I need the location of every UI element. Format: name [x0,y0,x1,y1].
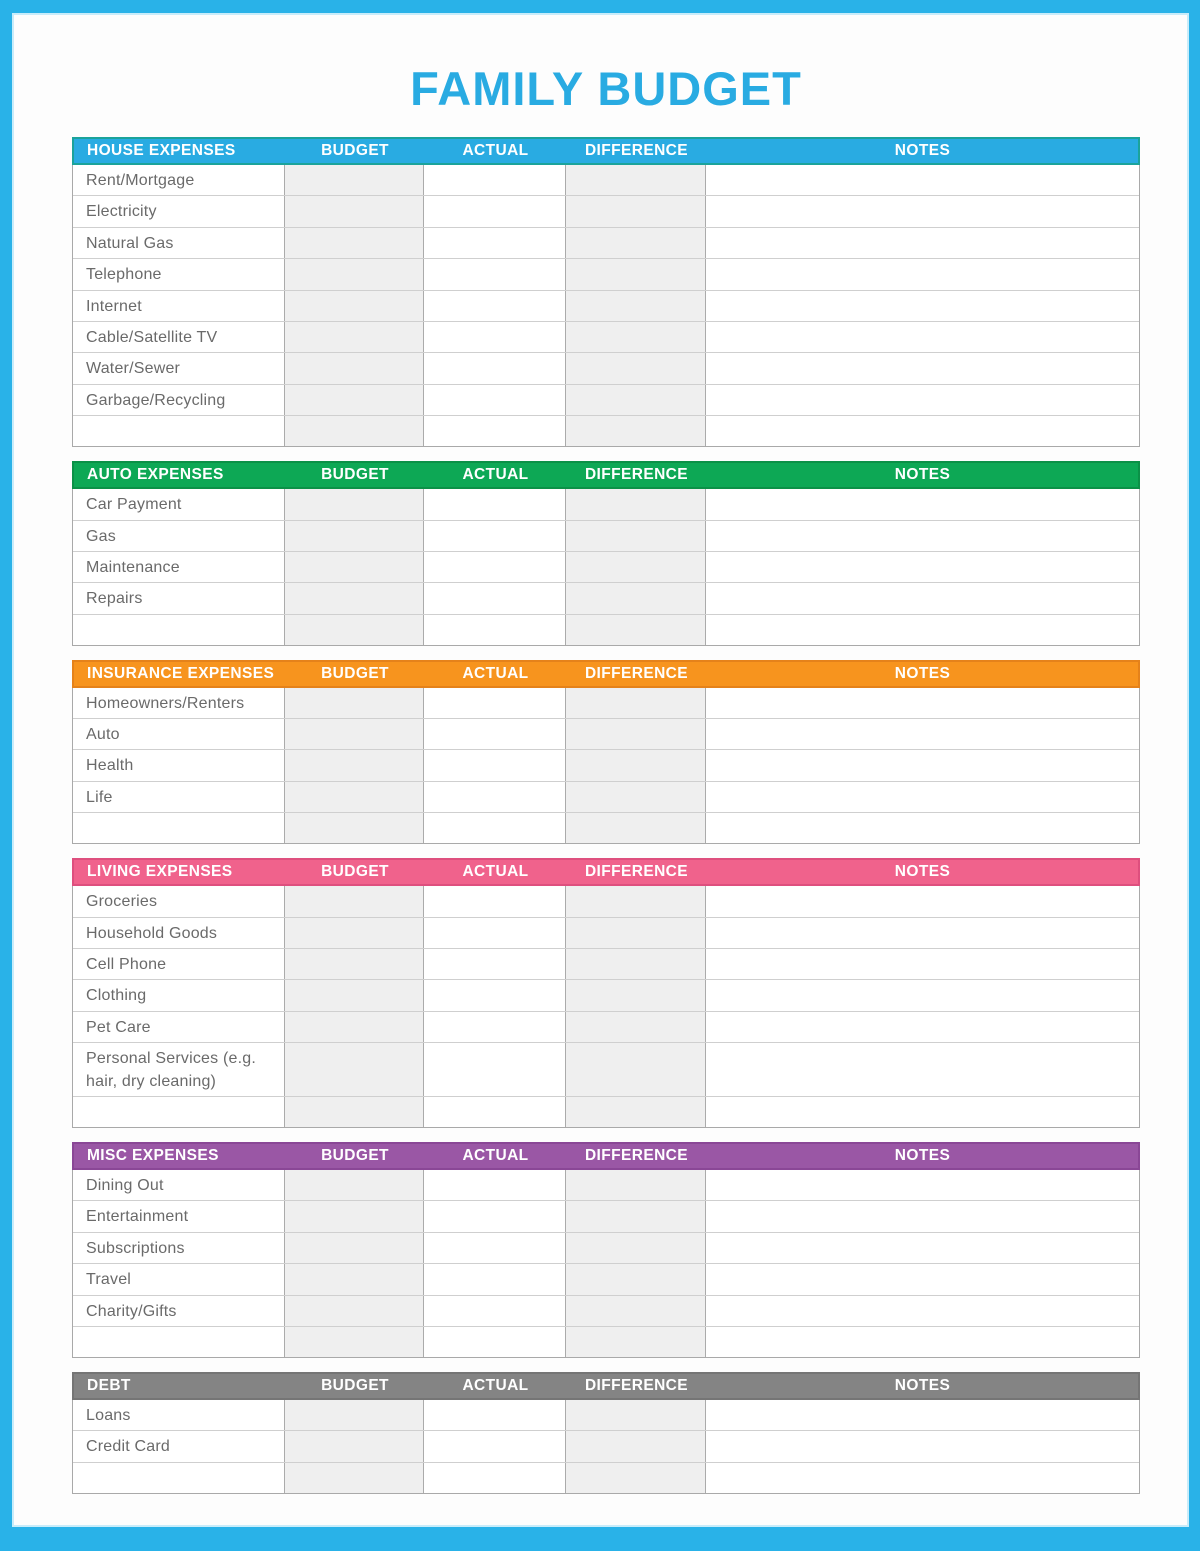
notes-cell[interactable] [706,489,1139,519]
expense-label: Clothing [86,987,147,1005]
column-header-actual: ACTUAL [462,1146,529,1164]
table-row [73,353,1139,384]
expense-label: Auto [86,726,120,744]
budget-cell[interactable] [284,259,424,289]
actual-cell[interactable] [424,259,565,289]
notes-cell[interactable] [706,1400,1139,1430]
expense-label: Subscriptions [86,1239,185,1257]
expense-label: Health [86,757,134,775]
actual-cell[interactable] [424,521,565,551]
difference-cell[interactable] [565,1264,706,1294]
budget-cell[interactable] [284,1170,424,1200]
actual-cell[interactable] [424,1043,565,1096]
table-row [73,1296,1139,1327]
notes-cell[interactable] [706,980,1139,1010]
budget-section [72,858,1140,1128]
expense-label [73,1327,284,1357]
notes-cell[interactable] [706,719,1139,749]
actual-cell[interactable] [424,552,565,582]
expense-label: Pet Care [86,1018,151,1036]
column-header-difference: DIFFERENCE [584,1146,689,1164]
expense-label [73,416,284,446]
column-header-notes: NOTES [894,664,951,682]
actual-cell[interactable] [424,196,565,226]
column-header-difference: DIFFERENCE [584,863,689,881]
section-body [72,165,1140,447]
notes-cell[interactable] [706,196,1139,226]
actual-cell[interactable] [424,583,565,613]
notes-cell[interactable] [706,1233,1139,1263]
expense-label: Cell Phone [86,956,167,974]
page-content [12,61,1189,1551]
budget-section [72,137,1140,447]
section-title: INSURANCE EXPENSES [87,664,275,682]
notes-cell[interactable] [706,688,1139,718]
table-row [73,1097,1139,1127]
expense-label: Gas [86,527,116,545]
table-row [73,1431,1139,1462]
expense-label: Charity/Gifts [86,1302,177,1320]
table-row [73,688,1139,719]
table-row [73,1012,1139,1043]
expense-label: Travel [86,1271,132,1289]
actual-cell[interactable] [424,385,565,415]
notes-cell[interactable] [706,1097,1139,1127]
expense-label: Garbage/Recycling [86,391,226,409]
expense-label: Repairs [86,590,143,608]
column-header-notes: NOTES [894,142,951,159]
table-row [73,1201,1139,1232]
difference-cell[interactable] [565,583,706,613]
difference-cell[interactable] [565,353,706,383]
difference-cell[interactable] [565,291,706,321]
actual-cell[interactable] [424,1201,565,1231]
budget-cell[interactable] [284,196,424,226]
budget-section [72,660,1140,845]
budget-cell[interactable] [284,750,424,780]
actual-cell[interactable] [424,1296,565,1326]
notes-cell[interactable] [706,782,1139,812]
notes-cell[interactable] [706,353,1139,383]
budget-cell[interactable] [284,782,424,812]
notes-cell[interactable] [706,1327,1139,1357]
table-row [73,228,1139,259]
column-header-budget: BUDGET [321,863,389,881]
table-row [73,1327,1139,1357]
notes-cell[interactable] [706,228,1139,258]
difference-cell[interactable] [565,918,706,948]
budget-cell[interactable] [284,385,424,415]
notes-cell[interactable] [706,949,1139,979]
expense-label: Electricity [86,203,157,221]
difference-cell[interactable] [565,228,706,258]
column-header-budget: BUDGET [321,1376,389,1394]
actual-cell[interactable] [424,886,565,916]
expense-label: Entertainment [86,1208,189,1226]
budget-section [72,461,1140,646]
budget-cell[interactable] [284,886,424,916]
actual-cell[interactable] [424,949,565,979]
budget-cell[interactable] [284,1296,424,1326]
actual-cell[interactable] [424,228,565,258]
budget-cell[interactable] [284,583,424,613]
column-header-budget: BUDGET [321,1146,389,1164]
notes-cell[interactable] [706,1043,1139,1096]
section-body [72,1170,1140,1358]
budget-cell[interactable] [284,552,424,582]
expense-label: Car Payment [86,496,182,514]
actual-cell[interactable] [424,688,565,718]
actual-cell[interactable] [424,1170,565,1200]
budget-cell[interactable] [284,1043,424,1096]
notes-cell[interactable] [706,552,1139,582]
table-row [73,521,1139,552]
difference-cell[interactable] [565,1431,706,1461]
difference-cell[interactable] [565,813,706,843]
notes-cell[interactable] [706,322,1139,352]
column-header-notes: NOTES [894,1376,951,1394]
budget-cell[interactable] [284,688,424,718]
difference-cell[interactable] [565,1327,706,1357]
copyright-text: Copyright © Wondermom Wannabe [78,1529,422,1551]
actual-cell[interactable] [424,782,565,812]
expense-label: Life [86,788,113,806]
column-header-notes: NOTES [894,1146,951,1164]
notes-cell[interactable] [706,750,1139,780]
section-header [72,461,1140,489]
difference-cell[interactable] [565,521,706,551]
notes-cell[interactable] [706,813,1139,843]
actual-cell[interactable] [424,615,565,645]
section-body [72,886,1140,1128]
table-row [73,1170,1139,1201]
difference-cell[interactable] [565,416,706,446]
actual-cell[interactable] [424,1400,565,1430]
budget-cell[interactable] [284,1012,424,1042]
expense-label: Internet [86,297,142,315]
table-row [73,322,1139,353]
expense-label: Cable/Satellite TV [86,328,218,346]
difference-cell[interactable] [565,1296,706,1326]
notes-cell[interactable] [706,521,1139,551]
section-header [72,660,1140,688]
budget-cell[interactable] [284,1097,424,1127]
table-row [73,489,1139,520]
actual-cell[interactable] [424,719,565,749]
column-header-budget: BUDGET [321,664,389,682]
expense-label: Dining Out [86,1176,164,1194]
table-row [73,949,1139,980]
notes-cell[interactable] [706,583,1139,613]
expense-label [73,813,284,843]
budget-cell[interactable] [284,980,424,1010]
section-body [72,489,1140,646]
column-header-budget: BUDGET [321,142,389,159]
expense-label: Water/Sewer [86,360,181,378]
budget-cell[interactable] [284,918,424,948]
section-body [72,1400,1140,1494]
budget-cell[interactable] [284,165,424,195]
expense-label [73,615,284,645]
difference-cell[interactable] [565,1170,706,1200]
actual-cell[interactable] [424,980,565,1010]
table-row [73,782,1139,813]
notes-cell[interactable] [706,1264,1139,1294]
actual-cell[interactable] [424,353,565,383]
table-row [73,1463,1139,1493]
difference-cell[interactable] [565,1097,706,1127]
column-header-difference: DIFFERENCE [584,1376,689,1394]
column-header-difference: DIFFERENCE [584,664,689,682]
actual-cell[interactable] [424,1233,565,1263]
table-row [73,719,1139,750]
section-title: HOUSE EXPENSES [87,142,236,159]
expense-label: Natural Gas [86,234,174,252]
section-header [72,1142,1140,1170]
expense-label: Groceries [86,893,158,911]
actual-cell[interactable] [424,291,565,321]
difference-cell[interactable] [565,782,706,812]
notes-cell[interactable] [706,1463,1139,1493]
expense-label: Homeowners/Renters [86,694,245,712]
difference-cell[interactable] [565,1043,706,1096]
difference-cell[interactable] [565,1012,706,1042]
actual-cell[interactable] [424,813,565,843]
column-header-actual: ACTUAL [462,1376,529,1394]
budget-section [72,1372,1140,1494]
budget-cell[interactable] [284,228,424,258]
expense-label: Personal Services (e.g. hair, dry cleaning) [86,1050,257,1090]
difference-cell[interactable] [565,385,706,415]
difference-cell[interactable] [565,259,706,289]
table-row [73,291,1139,322]
table-row [73,813,1139,843]
difference-cell[interactable] [565,165,706,195]
table-row [73,583,1139,614]
budget-cell[interactable] [284,615,424,645]
actual-cell[interactable] [424,750,565,780]
table-row [73,196,1139,227]
table-row [73,1043,1139,1097]
notes-cell[interactable] [706,615,1139,645]
expense-label: Household Goods [86,924,218,942]
column-header-actual: ACTUAL [462,863,529,881]
table-row [73,1233,1139,1264]
notes-cell[interactable] [706,385,1139,415]
column-header-difference: DIFFERENCE [584,466,689,484]
column-header-actual: ACTUAL [462,142,529,159]
actual-cell[interactable] [424,489,565,519]
column-header-notes: NOTES [894,466,951,484]
actual-cell[interactable] [424,165,565,195]
section-title: AUTO EXPENSES [87,466,224,484]
table-row [73,385,1139,416]
actual-cell[interactable] [424,416,565,446]
budget-cell[interactable] [284,1431,424,1461]
budget-cell[interactable] [284,719,424,749]
actual-cell[interactable] [424,1264,565,1294]
table-row [73,615,1139,645]
section-header [72,858,1140,886]
section-title: DEBT [87,1376,131,1394]
actual-cell[interactable] [424,1327,565,1357]
actual-cell[interactable] [424,1431,565,1461]
budget-cell[interactable] [284,489,424,519]
table-row [73,1400,1139,1431]
difference-cell[interactable] [565,1233,706,1263]
actual-cell[interactable] [424,918,565,948]
difference-cell[interactable] [565,489,706,519]
budget-cell[interactable] [284,1201,424,1231]
difference-cell[interactable] [565,196,706,226]
budget-cell[interactable] [284,353,424,383]
column-header-actual: ACTUAL [462,466,529,484]
column-header-difference: DIFFERENCE [584,142,689,159]
table-row [73,886,1139,917]
table-row [73,259,1139,290]
notes-cell[interactable] [706,886,1139,916]
column-header-actual: ACTUAL [462,664,529,682]
section-header [72,1372,1140,1400]
notes-cell[interactable] [706,259,1139,289]
expense-label [73,1463,284,1493]
section-body [72,688,1140,845]
budget-cell[interactable] [284,1463,424,1493]
budget-cell[interactable] [284,521,424,551]
column-header-budget: BUDGET [321,466,389,484]
table-row [73,980,1139,1011]
expense-label: Maintenance [86,558,180,576]
budget-cell[interactable] [284,322,424,352]
table-row [73,750,1139,781]
difference-cell[interactable] [565,949,706,979]
budget-section [72,1142,1140,1358]
page-title: FAMILY BUDGET [410,62,802,115]
section-title: LIVING EXPENSES [87,863,233,881]
budget-cell[interactable] [284,416,424,446]
difference-cell[interactable] [565,980,706,1010]
notes-cell[interactable] [706,1170,1139,1200]
section-header [72,137,1140,165]
table-row [73,1264,1139,1295]
budget-cell[interactable] [284,291,424,321]
actual-cell[interactable] [424,1463,565,1493]
budget-cell[interactable] [284,1400,424,1430]
difference-cell[interactable] [565,886,706,916]
difference-cell[interactable] [565,552,706,582]
notes-cell[interactable] [706,165,1139,195]
column-header-notes: NOTES [894,863,951,881]
budget-cell[interactable] [284,949,424,979]
difference-cell[interactable] [565,1400,706,1430]
notes-cell[interactable] [706,1296,1139,1326]
table-row [73,416,1139,446]
budget-cell[interactable] [284,1264,424,1294]
expense-label [73,1097,284,1127]
difference-cell[interactable] [565,322,706,352]
table-row [73,165,1139,196]
budget-cell[interactable] [284,1233,424,1263]
actual-cell[interactable] [424,322,565,352]
notes-cell[interactable] [706,1201,1139,1231]
difference-cell[interactable] [565,1463,706,1493]
expense-label: Credit Card [86,1438,171,1456]
notes-cell[interactable] [706,1431,1139,1461]
budget-cell[interactable] [284,813,424,843]
notes-cell[interactable] [706,918,1139,948]
table-row [73,918,1139,949]
difference-cell[interactable] [565,1201,706,1231]
table-row [73,552,1139,583]
notes-cell[interactable] [706,1012,1139,1042]
difference-cell[interactable] [565,688,706,718]
notes-cell[interactable] [706,416,1139,446]
budget-cell[interactable] [284,1327,424,1357]
budget-sections [72,137,1140,1494]
notes-cell[interactable] [706,291,1139,321]
expense-label: Rent/Mortgage [86,172,195,189]
difference-cell[interactable] [565,719,706,749]
expense-label: Telephone [86,266,162,284]
difference-cell[interactable] [565,615,706,645]
difference-cell[interactable] [565,750,706,780]
actual-cell[interactable] [424,1012,565,1042]
section-title: MISC EXPENSES [87,1146,219,1164]
expense-label: Loans [86,1406,131,1424]
actual-cell[interactable] [424,1097,565,1127]
